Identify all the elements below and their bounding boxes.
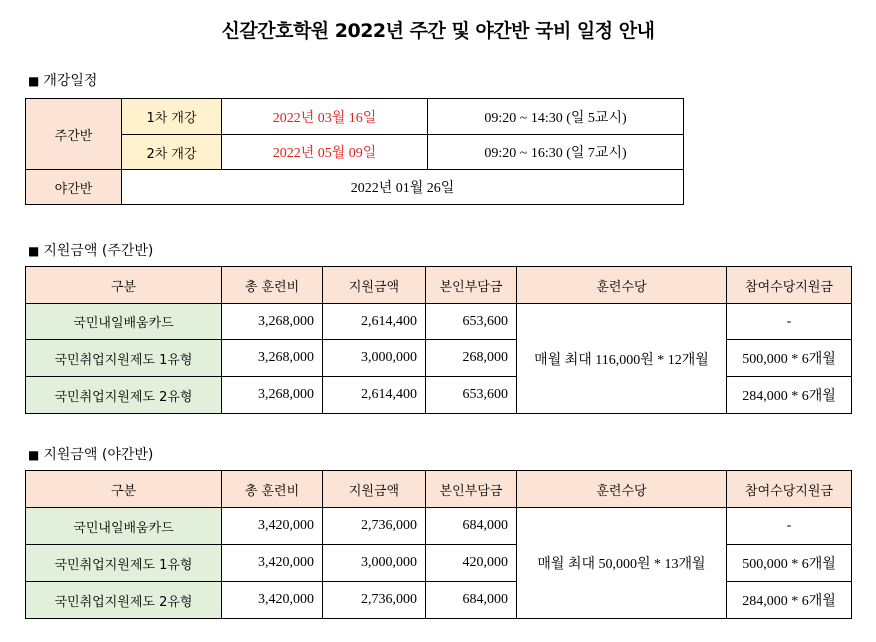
support-amount: 2,736,000	[323, 508, 426, 545]
support-amount: 3,000,000	[323, 340, 426, 377]
table-row	[26, 304, 852, 340]
participation-allowance: 500,000 * 6개월	[727, 545, 852, 582]
square-bullet-icon: ■	[28, 74, 40, 88]
class-time: 09:20 ~ 16:30 (일 7교시)	[428, 135, 684, 170]
start-date: 2022년 05월 09일	[222, 135, 428, 170]
program-name: 국민취업지원제도 1유형	[26, 545, 222, 582]
table-header-row	[26, 267, 852, 304]
table-row	[26, 508, 852, 545]
column-header: 본인부담금	[426, 267, 517, 304]
table-row	[26, 135, 684, 170]
program-name: 국민내일배움카드	[26, 304, 222, 340]
schedule-heading-label: 개강일정	[43, 73, 98, 89]
square-bullet-icon: ■	[28, 448, 40, 462]
column-header: 참여수당지원금	[727, 471, 852, 508]
table-row	[26, 99, 684, 135]
support-amount: 2,614,400	[323, 377, 426, 414]
table-header-row	[26, 471, 852, 508]
column-header: 훈련수당	[517, 471, 727, 508]
participation-allowance: 500,000 * 6개월	[727, 340, 852, 377]
schedule-table	[25, 98, 684, 205]
total-cost: 3,268,000	[222, 377, 323, 414]
page-title: 신갈간호학원 2022년 주간 및 야간반 국비 일정 안내	[221, 20, 655, 42]
participation-allowance: 284,000 * 6개월	[727, 582, 852, 619]
training-allowance: 매월 최대 50,000원 * 13개월	[517, 508, 727, 619]
support-amount: 3,000,000	[323, 545, 426, 582]
self-pay: 684,000	[426, 582, 517, 619]
self-pay: 653,600	[426, 304, 517, 340]
participation-allowance: 284,000 * 6개월	[727, 377, 852, 414]
start-date: 2022년 03월 16일	[222, 99, 428, 135]
day-class-label: 주간반	[26, 99, 122, 170]
night-class-label: 야간반	[26, 170, 122, 205]
participation-allowance: -	[727, 304, 852, 340]
program-name: 국민취업지원제도 2유형	[26, 377, 222, 414]
self-pay: 684,000	[426, 508, 517, 545]
participation-allowance: -	[727, 508, 852, 545]
column-header: 지원금액	[323, 471, 426, 508]
class-time: 09:20 ~ 14:30 (일 5교시)	[428, 99, 684, 135]
training-allowance: 매월 최대 116,000원 * 12개월	[517, 304, 727, 414]
program-name: 국민취업지원제도 1유형	[26, 340, 222, 377]
self-pay: 268,000	[426, 340, 517, 377]
support-amount: 2,614,400	[323, 304, 426, 340]
day-support-heading-label: 지원금액 (주간반)	[43, 243, 154, 259]
round-label: 2차 개강	[122, 135, 222, 170]
program-name: 국민취업지원제도 2유형	[26, 582, 222, 619]
day-support-heading	[28, 240, 153, 260]
total-cost: 3,420,000	[222, 508, 323, 545]
night-support-table	[25, 470, 852, 619]
program-name: 국민내일배움카드	[26, 508, 222, 545]
column-header: 본인부담금	[426, 471, 517, 508]
column-header: 훈련수당	[517, 267, 727, 304]
round-label: 1차 개강	[122, 99, 222, 135]
column-header: 총 훈련비	[222, 267, 323, 304]
night-support-heading-label: 지원금액 (야간반)	[43, 447, 154, 463]
total-cost: 3,268,000	[222, 340, 323, 377]
table-row	[26, 170, 684, 205]
day-support-table	[25, 266, 852, 414]
total-cost: 3,420,000	[222, 582, 323, 619]
self-pay: 653,600	[426, 377, 517, 414]
table-row	[26, 377, 852, 414]
self-pay: 420,000	[426, 545, 517, 582]
table-row	[26, 545, 852, 582]
total-cost: 3,420,000	[222, 545, 323, 582]
schedule-heading	[28, 70, 97, 90]
column-header: 지원금액	[323, 267, 426, 304]
square-bullet-icon: ■	[28, 244, 40, 258]
column-header: 참여수당지원금	[727, 267, 852, 304]
total-cost: 3,268,000	[222, 304, 323, 340]
night-support-heading	[28, 444, 153, 464]
table-row	[26, 340, 852, 377]
night-start-date: 2022년 01월 26일	[122, 170, 684, 205]
table-row	[26, 582, 852, 619]
column-header: 구분	[26, 267, 222, 304]
support-amount: 2,736,000	[323, 582, 426, 619]
column-header: 총 훈련비	[222, 471, 323, 508]
column-header: 구분	[26, 471, 222, 508]
